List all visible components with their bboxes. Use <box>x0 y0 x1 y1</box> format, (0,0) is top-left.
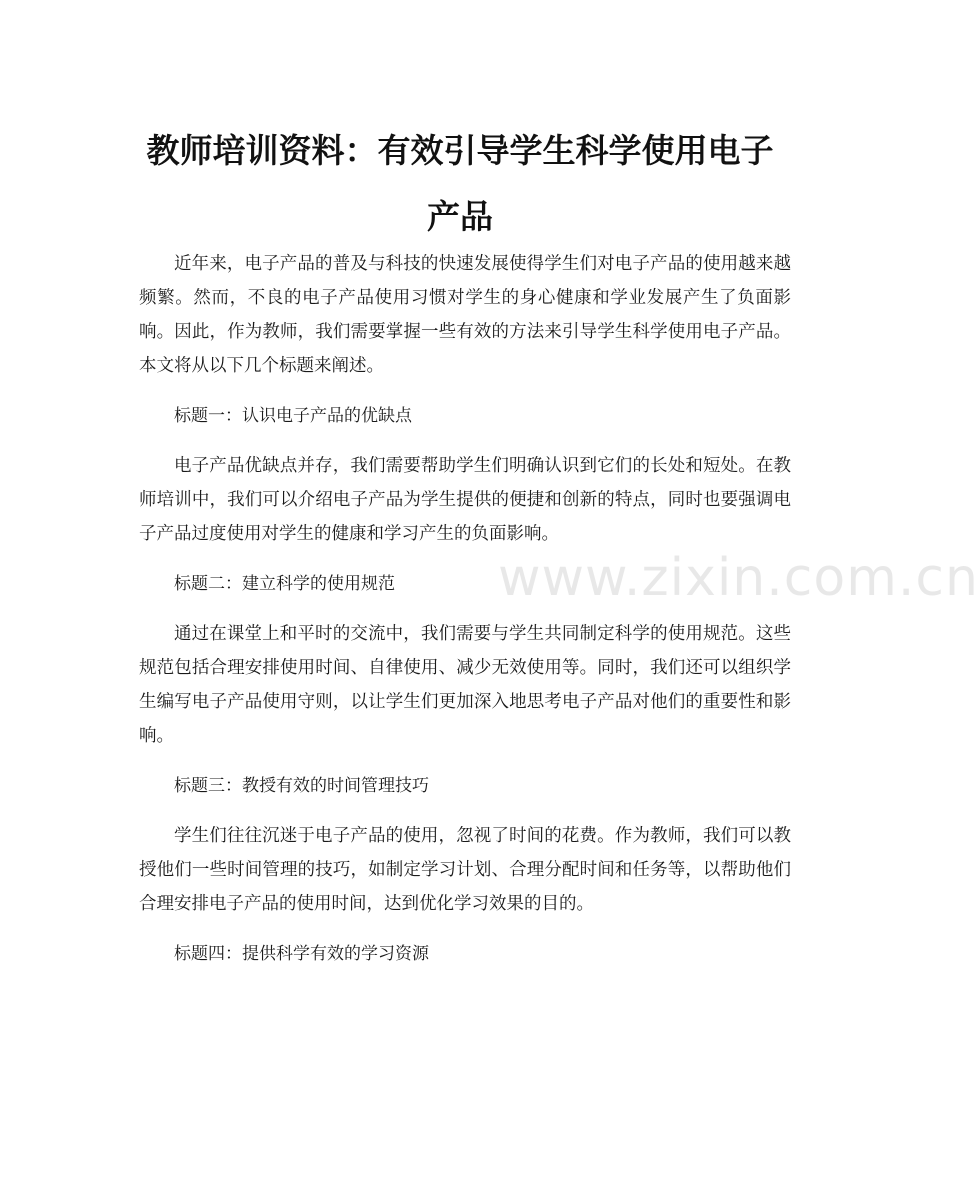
intro-paragraph: 近年来，电子产品的普及与科技的快速发展使得学生们对电子产品的使用越来越频繁。然而，不良的电子产品使用习惯对学生的身心健康和学业发展产生了负面影响。因此，作为教师，我们需要掌握一些有效的方法来引导学生科学使用电子产品。本文将从以下几个标题来阐述。 <box>139 254 791 376</box>
section-heading-1: 标题一：认识电子产品的优缺点 <box>174 406 412 426</box>
section-heading-4: 标题四：提供科学有效的学习资源 <box>174 944 429 964</box>
section-heading-2: 标题二：建立科学的使用规范 <box>174 574 395 594</box>
document-body <box>139 247 791 987</box>
section-heading-3: 标题三：教授有效的时间管理技巧 <box>174 776 429 796</box>
title-line-1: 教师培训资料：有效引导学生科学使用电子 <box>146 131 774 171</box>
document-title <box>120 118 800 250</box>
title-line-2: 产品 <box>427 197 493 237</box>
watermark: www.zixin.com.cn <box>498 548 979 608</box>
section-body-2: 通过在课堂上和平时的交流中，我们需要与学生共同制定科学的使用规范。这些规范包括合理安排使用时间、自律使用、减少无效使用等。同时，我们还可以组织学生编写电子产品使用守则，以让学生们更加深入地思考电子产品对他们的重要性和影响。 <box>139 624 791 746</box>
section-body-3: 学生们往往沉迷于电子产品的使用，忽视了时间的花费。作为教师，我们可以教授他们一些时间管理的技巧，如制定学习计划、合理分配时间和任务等，以帮助他们合理安排电子产品的使用时间，达到优化学习效果的目的。 <box>139 826 791 914</box>
section-body-1: 电子产品优缺点并存，我们需要帮助学生们明确认识到它们的长处和短处。在教师培训中，我们可以介绍电子产品为学生提供的便捷和创新的特点，同时也要强调电子产品过度使用对学生的健康和学习产生的负面影响。 <box>139 456 791 544</box>
